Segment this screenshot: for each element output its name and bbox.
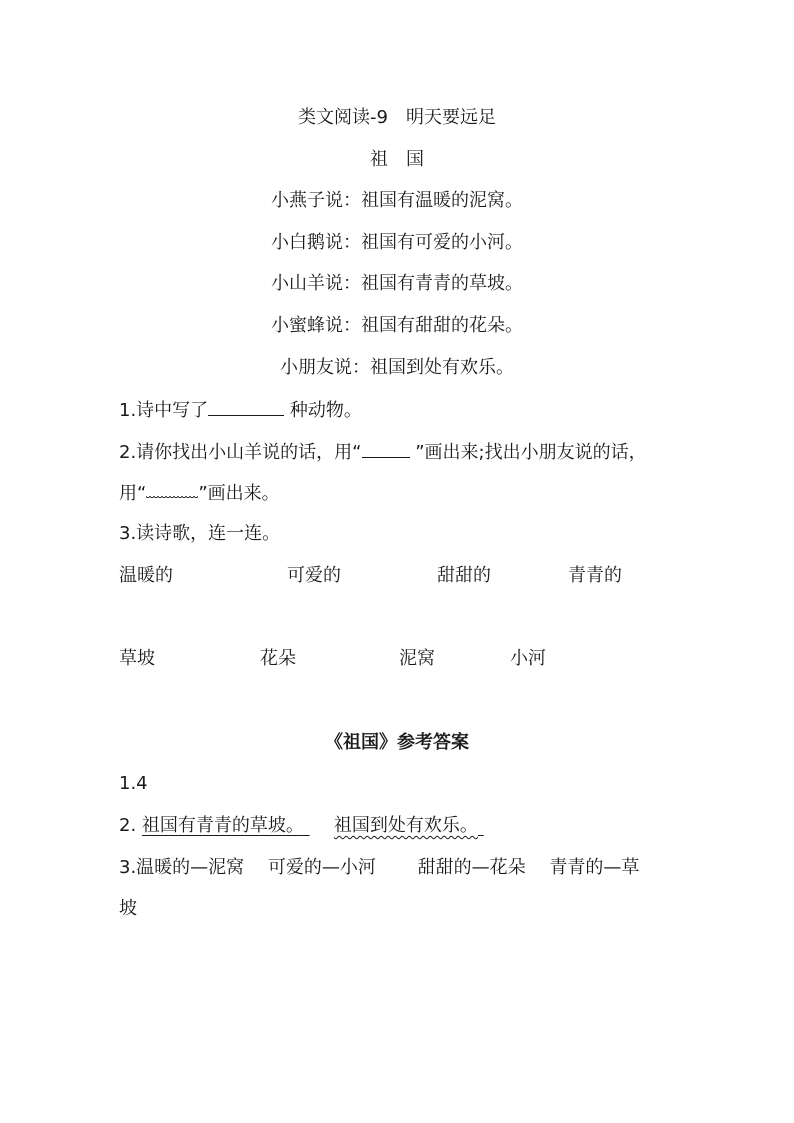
poem-line: 小蜜蜂说：祖国有甜甜的花朵。	[271, 315, 523, 336]
answer-3-line-2: 坡	[119, 898, 137, 919]
match-bottom-item[interactable]: 泥窝	[399, 648, 435, 669]
match-top-item[interactable]: 青青的	[568, 565, 622, 586]
poem-line: 小白鹅说：祖国有可爱的小河。	[271, 232, 523, 253]
match-bottom-item[interactable]: 花朵	[260, 648, 296, 669]
straight-line-sample	[362, 439, 410, 458]
answers-heading: 《祖国》参考答案	[325, 732, 469, 753]
answer-2-underlined: 祖国有青青的草坡。	[141, 815, 304, 836]
answer-3-line-1: 3.温暖的—泥窝 可爱的—小河 甜甜的—花朵 青青的—草	[119, 857, 640, 878]
match-bottom-item[interactable]: 小河	[510, 648, 546, 669]
answer-blank[interactable]	[208, 397, 284, 416]
question-1	[119, 397, 362, 423]
question-3: 3.读诗歌，连一连。	[119, 523, 281, 544]
match-top-item[interactable]: 温暖的	[119, 565, 173, 586]
question-2-line-2	[119, 481, 280, 506]
question-1-suffix: 种动物。	[284, 400, 362, 421]
wavy-line-sample	[146, 481, 198, 499]
question-2-text: ”画出来。	[198, 483, 280, 504]
poem-line: 小燕子说：祖国有温暖的泥窝。	[271, 190, 523, 211]
answer-2-prefix: 2.	[119, 815, 142, 836]
match-top-item[interactable]: 可爱的	[287, 565, 341, 586]
answer-2	[119, 814, 484, 838]
question-2-text: ”画出来;找出小朋友说的话，	[409, 442, 647, 463]
match-bottom-item[interactable]: 草坡	[119, 648, 155, 669]
underline-tail	[304, 814, 310, 838]
poem-line: 小山羊说：祖国有青青的草坡。	[271, 273, 523, 294]
answer-2-wavy-underlined: 祖国到处有欢乐。	[333, 815, 478, 836]
page-title: 类文阅读-9 明天要远足	[298, 107, 496, 128]
question-2-line-1	[119, 439, 647, 465]
question-2-text: 2.请你找出小山羊说的话，用“	[119, 442, 362, 463]
question-1-prefix: 1.诗中写了	[119, 400, 209, 421]
match-top-item[interactable]: 甜甜的	[437, 565, 491, 586]
answer-1: 1.4	[119, 773, 148, 794]
poem-line: 小朋友说：祖国到处有欢乐。	[280, 357, 514, 378]
underline-tail	[478, 815, 484, 836]
question-2-text: 用“	[119, 483, 147, 504]
poem-heading: 祖 国	[370, 149, 424, 170]
